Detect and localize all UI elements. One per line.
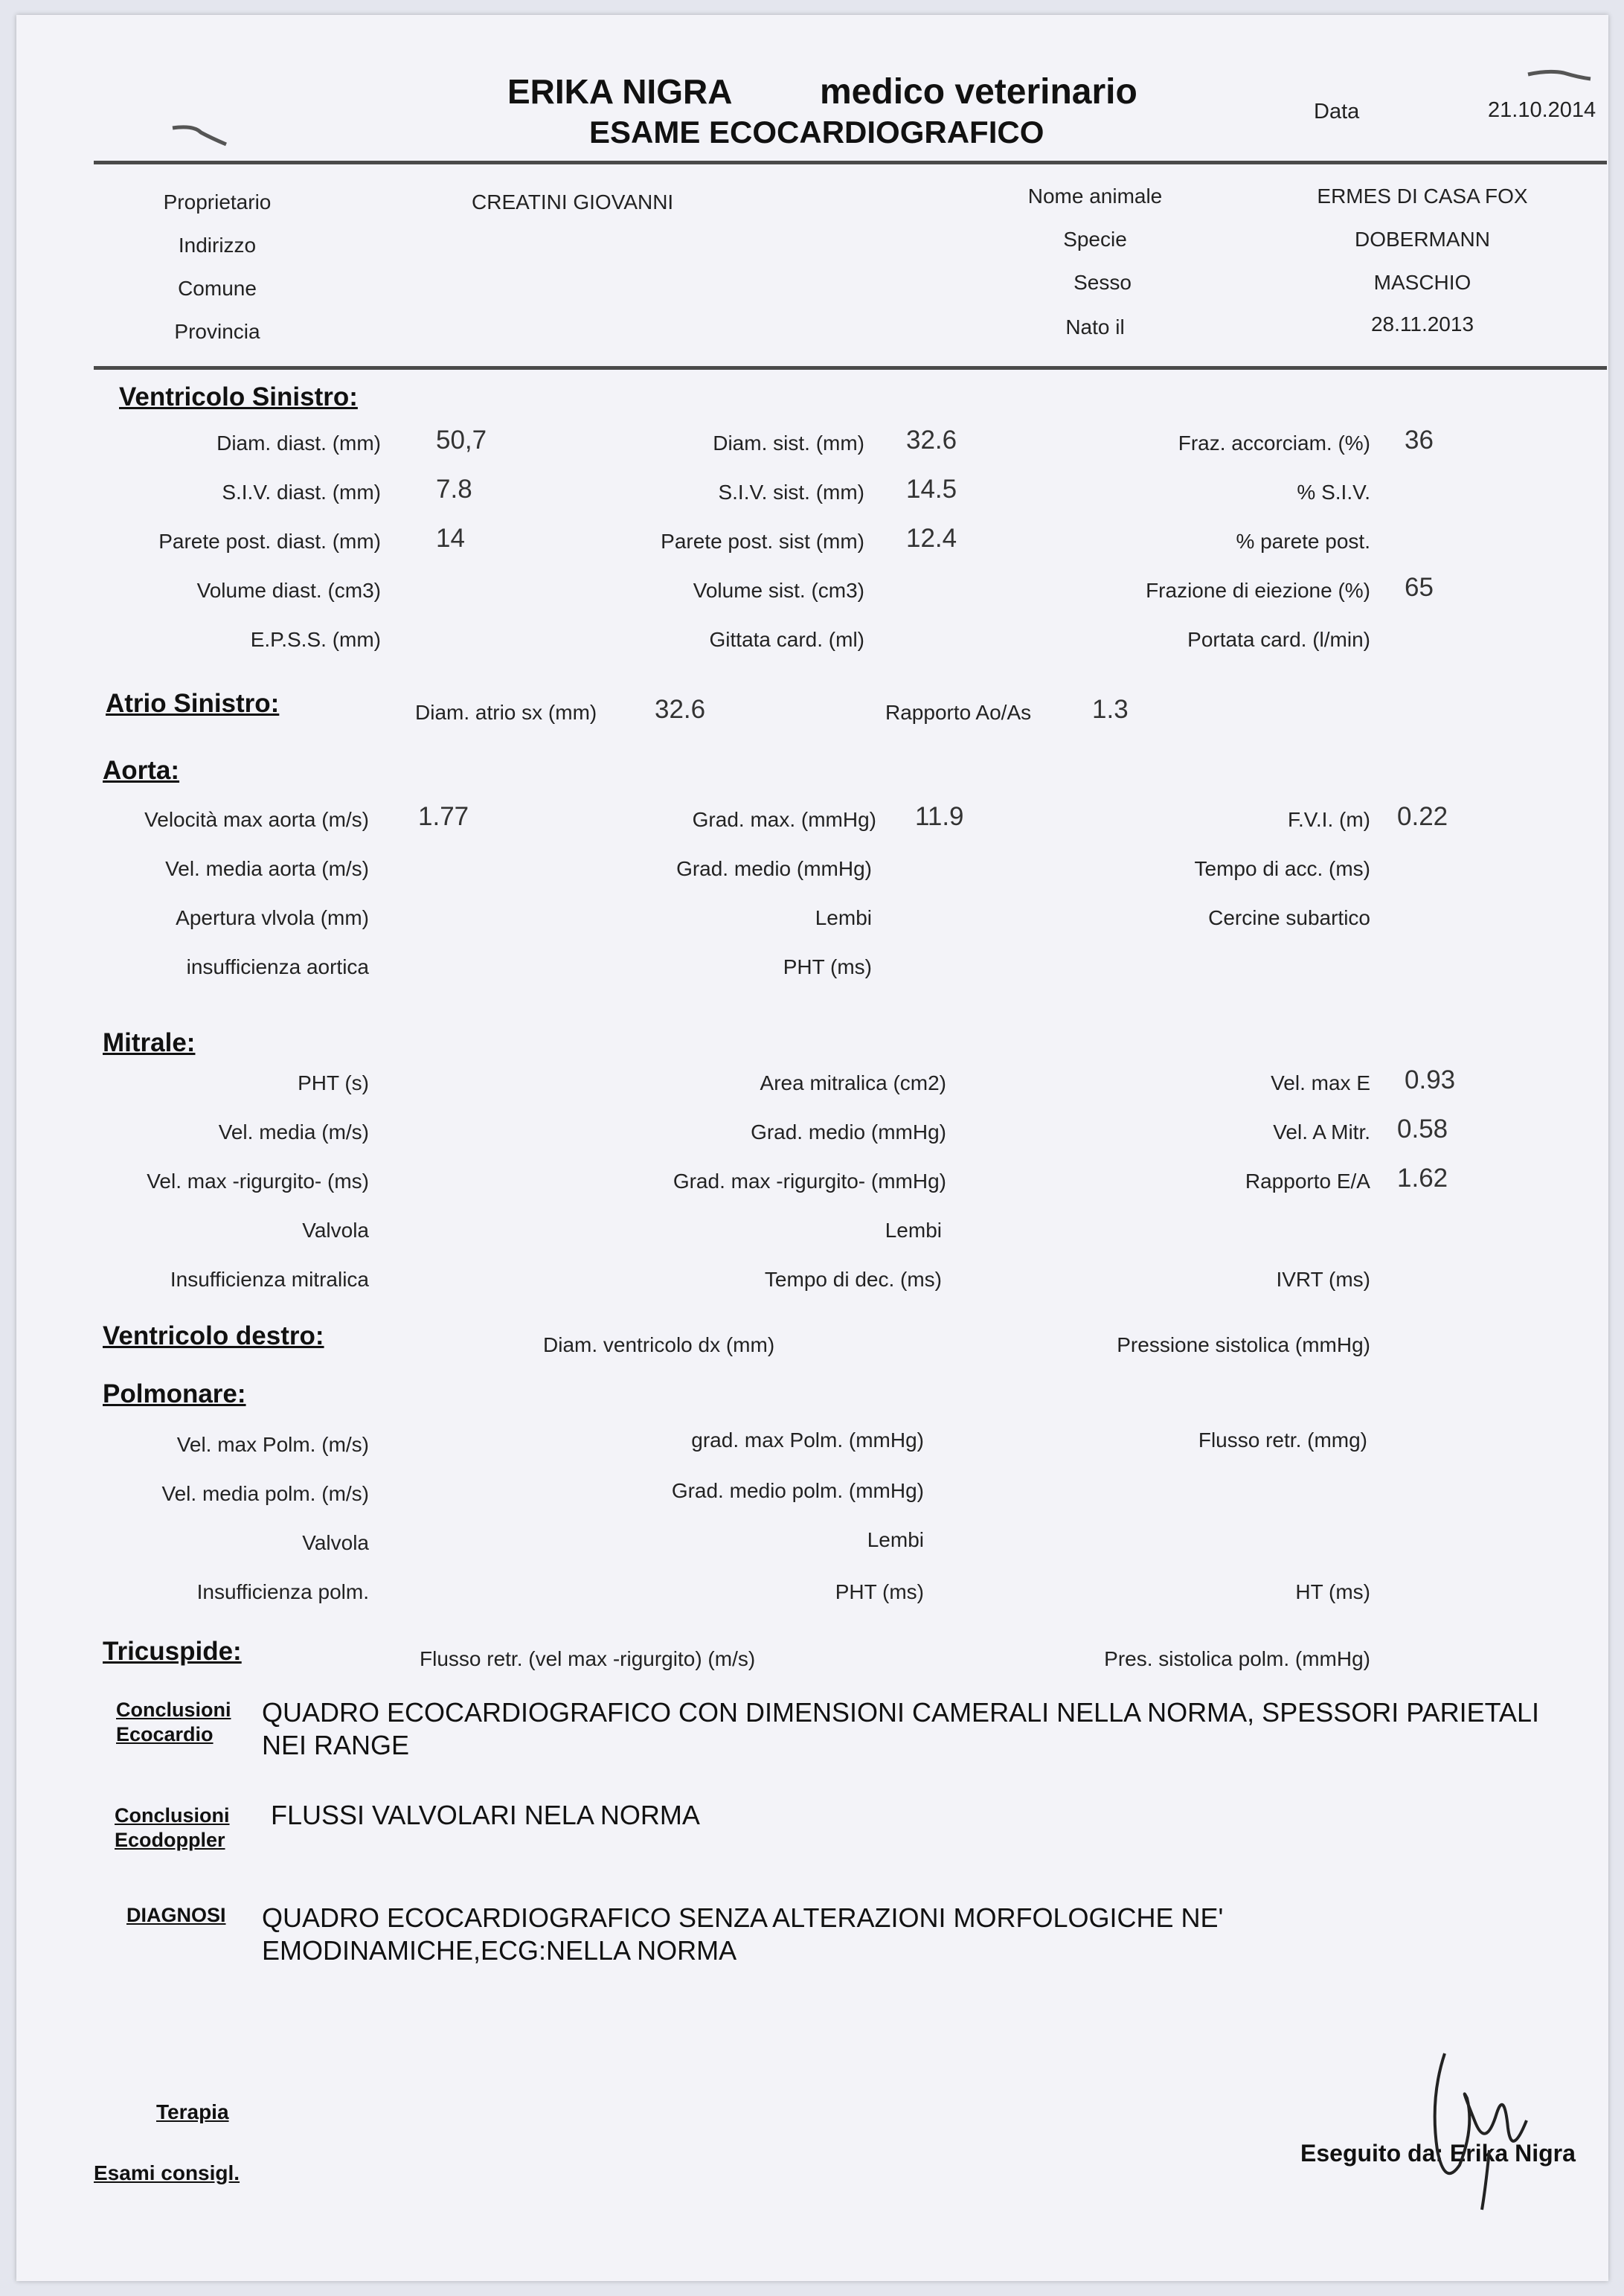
aorta-label: Cercine subartico (1208, 906, 1370, 929)
atrio-diam-label: Diam. atrio sx (mm) (415, 701, 597, 724)
exam-title: ESAME ECOCARDIOGRAFICO (589, 115, 1044, 150)
aorta-label: Lembi (815, 906, 872, 929)
mitrale-label: IVRT (ms) (1276, 1268, 1370, 1291)
owner-divider (94, 366, 1607, 370)
mitrale-value: 1.62 (1397, 1164, 1448, 1193)
eseguito-label: Eseguito da: Erika Nigra (1300, 2140, 1576, 2167)
vs-label: Volume diast. (cm3) (196, 579, 381, 602)
owner-label: Proprietario (163, 190, 272, 214)
polm-label: Valvola (302, 1531, 369, 1554)
concl-ecocardio-text-line: QUADRO ECOCARDIOGRAFICO CON DIMENSIONI CAMERALI NELLA NORMA, SPESSORI PARIETALI (262, 1697, 1539, 1728)
polm-label: Vel. max Polm. (m/s) (176, 1433, 369, 1456)
concl-ecocardio-title-line: Conclusioni (116, 1699, 231, 1721)
vs-value: 32.6 (906, 426, 957, 455)
concl-ecocardio-text-line: NEI RANGE (262, 1730, 410, 1760)
mitrale-label: Area mitralica (cm2) (760, 1071, 946, 1094)
terapia-label: Terapia (156, 2100, 229, 2123)
tric-pressure-label: Pres. sistolica polm. (mmHg) (1104, 1647, 1370, 1670)
polm-label: Flusso retr. (mmg) (1198, 1428, 1367, 1452)
diagnosi-text-line: QUADRO ECOCARDIOGRAFICO SENZA ALTERAZIONI MORFOLOGICHE NE' (262, 1902, 1224, 1933)
mitrale-label: Vel. max -rigurgito- (ms) (147, 1170, 369, 1193)
vs-value: 12.4 (906, 524, 957, 553)
report-sheet (16, 15, 1608, 2281)
ratio-label: Rapporto Ao/As (885, 701, 1032, 724)
vs-label: Parete post. sist (mm) (661, 530, 864, 553)
concl-ecocardio-text (262, 1696, 1539, 1762)
section-tricuspide: Tricuspide: (103, 1637, 242, 1666)
vs-value: 36 (1405, 426, 1434, 455)
vs-label: Gittata card. (ml) (709, 628, 864, 651)
aorta-label: insufficienza aortica (186, 955, 369, 978)
animal-name-value: ERMES DI CASA FOX (1317, 185, 1528, 208)
mitrale-label: Vel. A Mitr. (1273, 1120, 1370, 1144)
vs-label: Portata card. (l/min) (1187, 628, 1370, 651)
polm-label: Lembi (867, 1528, 924, 1551)
vd-pressure-label: Pressione sistolica (mmHg) (1117, 1333, 1370, 1356)
aorta-value: 11.9 (915, 802, 964, 831)
date-value: 21.10.2014 (1488, 98, 1596, 122)
animal-name-label: Nome animale (1027, 185, 1163, 208)
concl-ecodoppler-title (115, 1803, 230, 1853)
owner-value: CREATINI GIOVANNI (472, 190, 674, 214)
date-label: Data (1314, 100, 1360, 124)
diagnosi-text-line: EMODINAMICHE,ECG:NELLA NORMA (262, 1935, 737, 1966)
polm-label: Grad. medio polm. (mmHg) (671, 1479, 924, 1502)
aorta-label: Grad. medio (mmHg) (676, 857, 872, 880)
vs-label: E.P.S.S. (mm) (250, 628, 381, 651)
mitrale-label: Tempo di dec. (ms) (764, 1268, 942, 1291)
ratio-value: 1.3 (1092, 695, 1129, 724)
province-label: Provincia (174, 320, 260, 343)
signature-icon (1415, 2039, 1564, 2210)
vs-label: Volume sist. (cm3) (693, 579, 864, 602)
aorta-label: Tempo di acc. (ms) (1194, 857, 1370, 880)
diagnosi-text (262, 1902, 1223, 1967)
vs-label: Fraz. accorciam. (%) (1178, 432, 1370, 455)
vs-label: Diam. diast. (mm) (216, 432, 381, 455)
doctor-name: ERIKA NIGRA (507, 72, 733, 111)
vs-value: 65 (1405, 573, 1434, 602)
polm-label: HT (ms) (1295, 1580, 1370, 1603)
concl-ecocardio-title-line: Ecocardio (116, 1723, 214, 1745)
mitrale-label: Vel. max E (1271, 1071, 1370, 1094)
mitrale-label: PHT (s) (298, 1071, 369, 1094)
esami-label: Esami consigl. (94, 2161, 240, 2184)
vs-value: 50,7 (436, 426, 487, 455)
header-divider (94, 161, 1607, 164)
aorta-label: Vel. media aorta (m/s) (165, 857, 369, 880)
city-label: Comune (178, 277, 257, 300)
section-mitrale: Mitrale: (103, 1028, 196, 1057)
vs-label: Diam. sist. (mm) (713, 432, 864, 455)
vs-label: S.I.V. sist. (mm) (718, 481, 864, 504)
sex-label: Sesso (1073, 271, 1132, 294)
section-ventricolo-destro: Ventricolo destro: (103, 1321, 324, 1350)
vs-label: Parete post. diast. (mm) (158, 530, 381, 553)
vs-value: 7.8 (436, 475, 472, 504)
aorta-value: 1.77 (418, 802, 469, 831)
concl-ecodoppler-title-line: Ecodoppler (115, 1829, 225, 1851)
vs-value: 14 (436, 524, 465, 553)
mitrale-label: Grad. medio (mmHg) (751, 1120, 946, 1144)
vs-label: % parete post. (1236, 530, 1370, 553)
aorta-label: F.V.I. (m) (1288, 808, 1370, 831)
pen-mark-icon (1527, 67, 1593, 89)
mitrale-label: Rapporto E/A (1245, 1170, 1370, 1193)
mitrale-value: 0.93 (1405, 1065, 1456, 1094)
polm-label: grad. max Polm. (mmHg) (691, 1428, 924, 1452)
vs-label: % S.I.V. (1297, 481, 1370, 504)
vs-value: 14.5 (906, 475, 957, 504)
address-label: Indirizzo (178, 234, 257, 257)
birth-label: Nato il (1065, 315, 1125, 339)
section-polmonare: Polmonare: (103, 1379, 246, 1408)
atrio-diam-value: 32.6 (655, 695, 706, 724)
doctor-profession: medico veterinario (820, 72, 1137, 112)
aorta-value: 0.22 (1397, 802, 1448, 831)
pen-mark-icon (171, 122, 231, 152)
concl-ecodoppler-title-line: Conclusioni (115, 1804, 230, 1827)
mitrale-label: Vel. media (m/s) (218, 1120, 369, 1144)
aorta-label: Velocità max aorta (m/s) (144, 808, 369, 831)
birth-value: 28.11.2013 (1370, 312, 1474, 336)
concl-ecodoppler-text: FLUSSI VALVOLARI NELA NORMA (271, 1800, 700, 1830)
polm-label: Vel. media polm. (m/s) (161, 1482, 369, 1505)
vs-label: S.I.V. diast. (mm) (222, 481, 381, 504)
section-atrio-sinistro: Atrio Sinistro: (106, 689, 280, 718)
mitrale-label: Grad. max -rigurgito- (mmHg) (673, 1170, 946, 1193)
mitrale-label: Insufficienza mitralica (170, 1268, 369, 1291)
vs-label: Frazione di eiezione (%) (1146, 579, 1370, 602)
aorta-label: Grad. max. (mmHg) (692, 808, 876, 831)
section-aorta: Aorta: (103, 756, 180, 785)
sex-value: MASCHIO (1373, 271, 1471, 294)
aorta-label: PHT (ms) (783, 955, 872, 978)
polm-label: PHT (ms) (835, 1580, 924, 1603)
diagnosi-title: DIAGNOSI (126, 1904, 226, 1926)
tric-flow-label: Flusso retr. (vel max -rigurgito) (m/s) (420, 1647, 756, 1670)
aorta-label: Apertura vlvola (mm) (176, 906, 369, 929)
polm-label: Insufficienza polm. (196, 1580, 369, 1603)
species-value: DOBERMANN (1354, 228, 1490, 251)
species-label: Specie (1063, 228, 1127, 251)
mitrale-label: Valvola (302, 1219, 369, 1242)
vd-diam-label: Diam. ventricolo dx (mm) (543, 1333, 775, 1356)
section-ventricolo-sinistro: Ventricolo Sinistro: (119, 382, 358, 411)
mitrale-label: Lembi (885, 1219, 942, 1242)
concl-ecocardio-title (116, 1698, 231, 1747)
mitrale-value: 0.58 (1397, 1115, 1448, 1144)
